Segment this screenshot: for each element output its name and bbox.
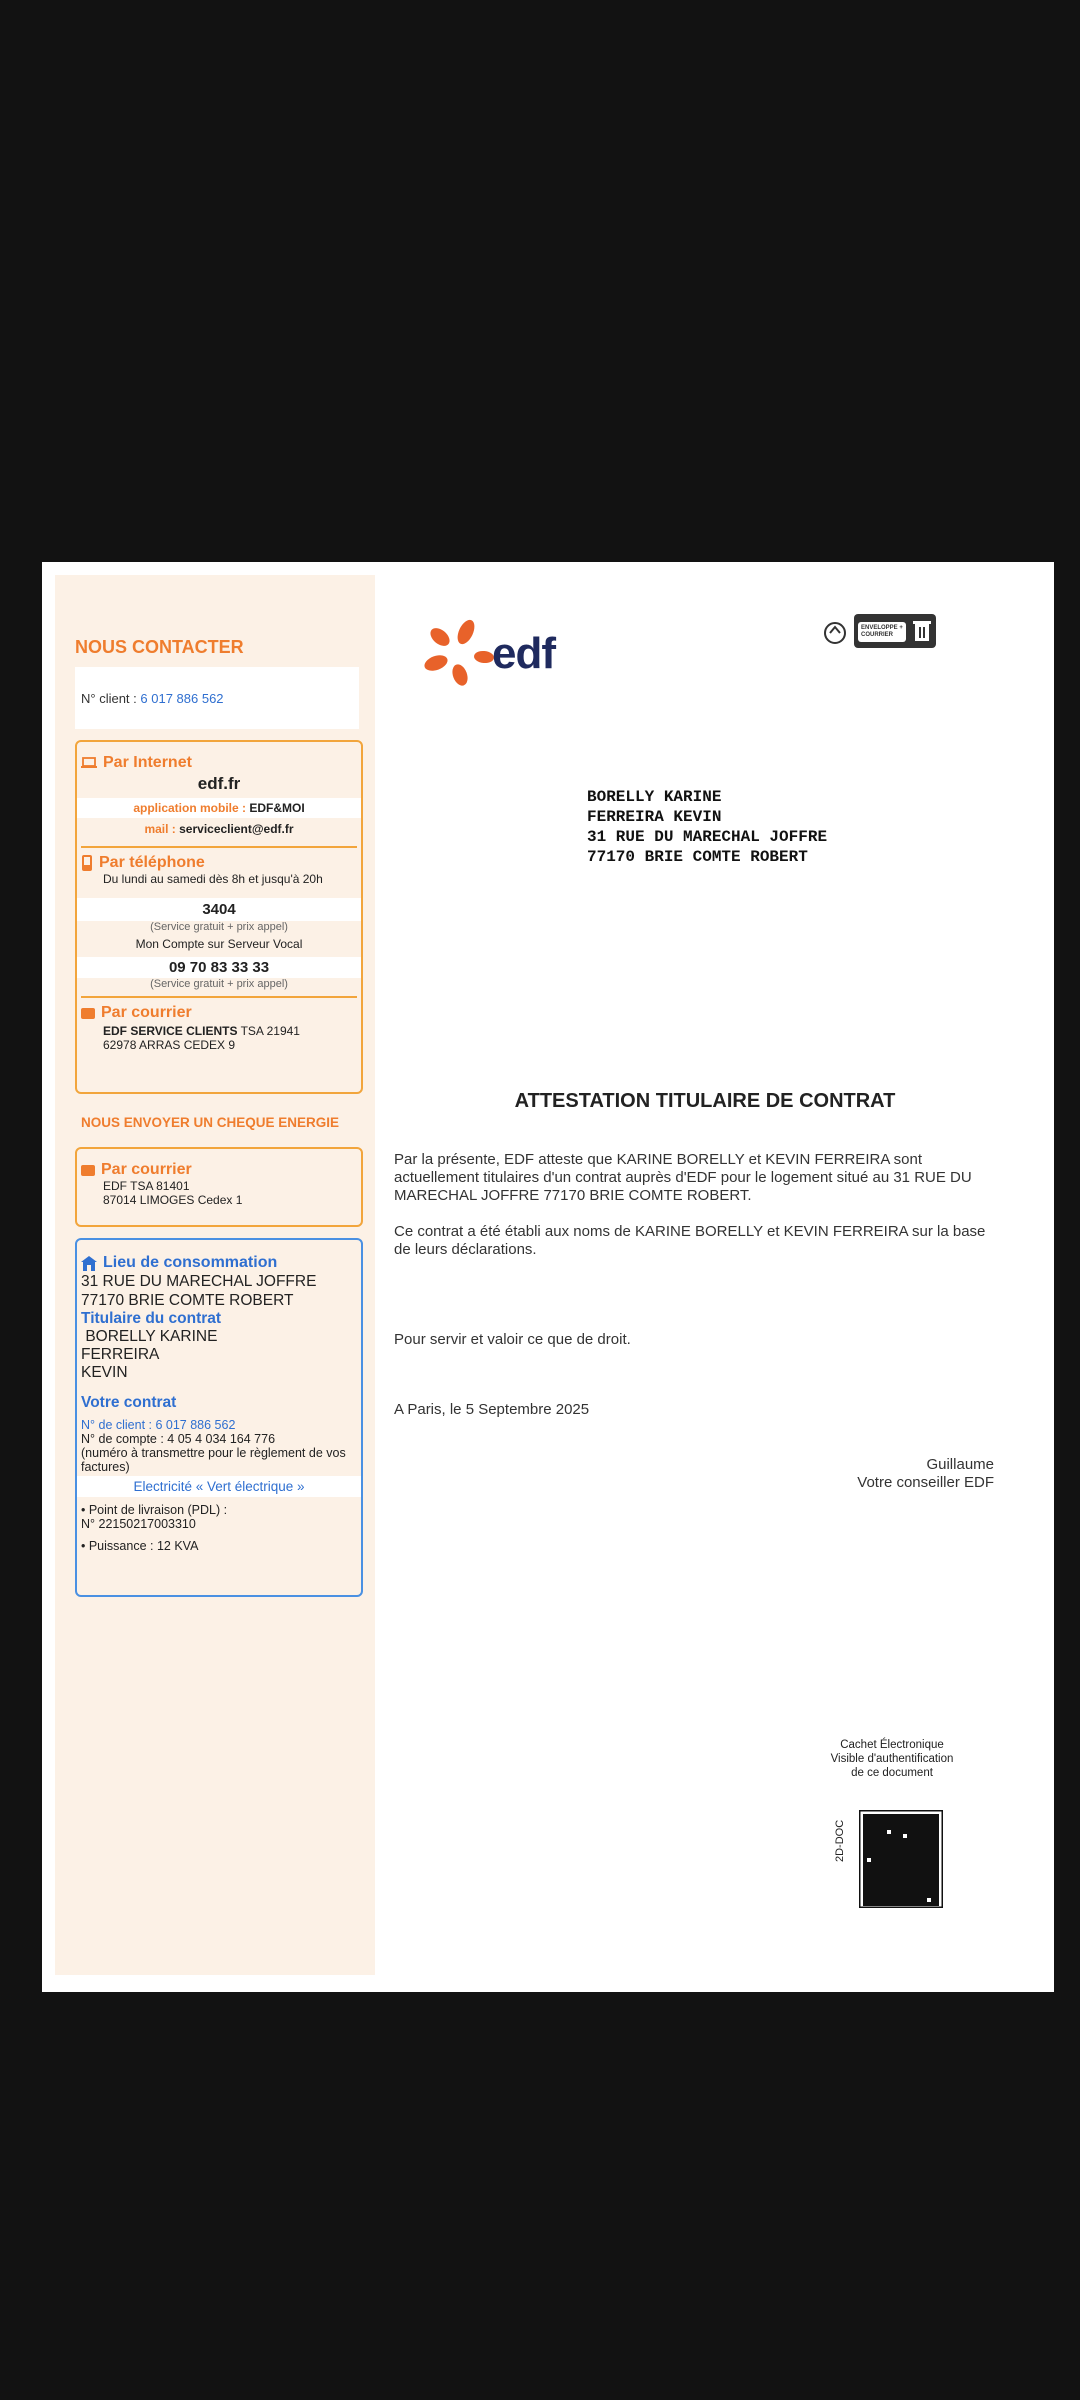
vocal-label: Mon Compte sur Serveur Vocal [135,937,303,951]
consumption-address-2: 77170 BRIE COMTE ROBERT [81,1292,294,1309]
courrier-tsa: TSA 21941 [240,1024,300,1038]
courrier-header [77,1004,361,1022]
courrier-address [77,1024,361,1052]
client-label: N° client : [81,691,137,706]
client-number-box [75,667,359,729]
courrier-city: 62978 ARRAS CEDEX 9 [103,1038,236,1052]
holder-3: KEVIN [81,1364,128,1381]
consumption-address-1: 31 RUE DU MARECHAL JOFFRE [81,1273,317,1290]
electronic-stamp [802,1738,982,1780]
holder-2: FERREIRA [81,1346,160,1363]
2d-doc-code-icon [859,1810,943,1908]
phone-icon [81,855,93,871]
letter-title: ATTESTATION TITULAIRE DE CONTRAT [514,1090,896,1112]
letter-paragraph-3: Pour servir et valoir ce que de droit. [394,1331,631,1348]
phone-note-2: (Service gratuit + prix appel) [150,978,288,990]
divider [81,846,357,848]
recipient-line-4: 77170 BRIE COMTE ROBERT [587,848,808,866]
consumption-header [77,1254,361,1272]
recipient-address [587,787,827,867]
letter-date: A Paris, le 5 Septembre 2025 [394,1401,590,1418]
recycle-icon [822,620,848,646]
mail-label: mail : [144,822,176,836]
courrier-title: Par courrier [101,1004,192,1021]
edf-flower-icon [424,617,496,687]
contract-client-line: N° de client : 6 017 886 562 [81,1418,236,1432]
contact-methods-box [75,740,363,1094]
document-page [42,562,1054,1992]
cheque-line-1: EDF TSA 81401 [103,1179,190,1193]
contract-account-note: (numéro à transmettre pour le règlement de vos factures) [81,1446,346,1474]
consumption-address [77,1272,361,1310]
app-label: application mobile : [133,801,246,815]
phone-title: Par téléphone [99,854,205,871]
cheque-courrier-header [77,1161,361,1179]
contract-account-line: N° de compte : 4 05 4 034 164 776 [81,1432,276,1446]
contact-sidebar [55,575,375,1975]
contact-title: NOUS CONTACTER [75,637,244,657]
code-label: 2D-DOC [834,1819,846,1862]
edf-logo [424,617,574,687]
laptop-icon [81,757,97,769]
cheque-courrier-title: Par courrier [101,1161,192,1178]
recipient-line-1: BORELLY KARINE [587,788,722,806]
signer-name: Guillaume [926,1456,994,1473]
cheque-address [77,1179,361,1207]
contract-offer: Electricité « Vert électrique » [77,1476,361,1497]
phone-header [77,854,361,872]
badge-text: ENVELOPPE + COURRIER [858,622,906,642]
internet-header [77,754,361,772]
recipient-line-2: FERREIRA KEVIN [587,808,722,826]
internet-title: Par Internet [103,754,192,771]
contract-title: Votre contrat [81,1394,177,1411]
pdl-label: • Point de livraison (PDL) : [81,1503,228,1517]
mail-value[interactable]: serviceclient@edf.fr [179,822,294,836]
badge-box [854,614,936,648]
envelope-icon [81,1165,95,1176]
power-value: • Puissance : 12 KVA [81,1539,199,1553]
stamp-line-2: Visible d'authentification [830,1753,954,1765]
phone-number-1[interactable]: 3404 [77,898,361,921]
cheque-line-2: 87014 LIMOGES Cedex 1 [103,1193,243,1207]
phone-hours: Du lundi au samedi dès 8h et jusqu'à 20h [103,872,323,886]
phone-note-1: (Service gratuit + prix appel) [150,921,288,933]
envelope-icon [81,1008,95,1019]
phone-number-2[interactable]: 09 70 83 33 33 [77,957,361,978]
app-row [77,798,361,818]
recipient-line-3: 31 RUE DU MARECHAL JOFFRE [587,828,828,846]
divider [81,996,357,998]
pdl-value: N° 22150217003310 [81,1517,196,1531]
client-number: 6 017 886 562 [140,691,224,706]
letter-paragraph-1: Par la présente, EDF atteste que KARINE BORELLY et KEVIN FERREIRA sont actuellement titulaires d'un contrat auprès d'EDF pour le logement situé au 31 RUE DU MARECHAL JOFFRE 77170 BRIE COMTE ROBERT. [394,1151,972,1204]
cheque-mail-box [75,1147,363,1227]
letter-paragraph-2: Ce contrat a été établi aux noms de KARINE BORELLY et KEVIN FERREIRA sur la base de leurs déclarations. [394,1223,986,1258]
cheque-title: NOUS ENVOYER UN CHEQUE ENERGIE [81,1115,340,1130]
envelope-badge [822,614,938,650]
mail-row [77,818,361,840]
website-link[interactable]: edf.fr [197,774,241,793]
holder-title: Titulaire du contrat [81,1310,222,1327]
holder-1: BORELLY KARINE [85,1328,218,1345]
bin-icon [912,619,932,643]
holder-names [77,1328,361,1382]
consumption-title: Lieu de consommation [103,1254,278,1271]
signer-role: Votre conseiller EDF [857,1474,994,1491]
app-value: EDF&MOI [249,801,305,815]
stamp-line-1: Cachet Électronique [840,1739,944,1751]
signature-block [694,1456,994,1492]
house-icon [81,1256,97,1271]
edf-logo-text: edf [492,629,555,678]
courrier-name: EDF SERVICE CLIENTS [103,1024,238,1038]
stamp-line-3: de ce document [851,1767,933,1779]
consumption-box [75,1238,363,1597]
